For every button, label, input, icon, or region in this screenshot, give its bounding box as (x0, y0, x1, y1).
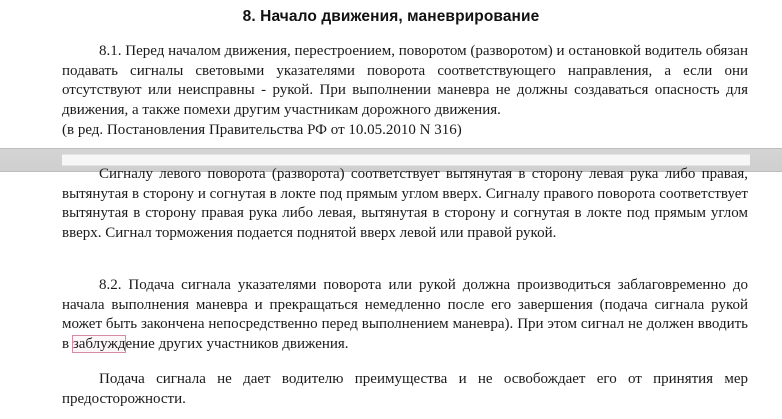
paragraph-8-2 (62, 276, 748, 354)
paragraph-no-priority: Подача сигнала не дает водителю преимущества и не освобождает его от принятия мер предосторожности. (62, 371, 748, 407)
paragraph-8-1: 8.1. Перед началом движения, перестроением, поворотом (разворотом) и остановкой водитель обязан подавать сигналы световыми указателями поворота соответствующего направления, а если они отсутствуют или неисправны - рукой. При выполнении маневра не должны создаваться опасность для движения, а также помехи другим участникам дорожного движения. (62, 43, 748, 118)
search-highlight[interactable]: заблужд (72, 335, 126, 352)
paragraph-8-2-text-before: 8.2. Подача сигнала указателями поворота или рукой должна производиться заблаговременно до начала выполнения маневра и прекращаться немедленно после его завершения (подача сигнала рукой может быть закончена непосредственно перед выполнением маневра). При этом сигнал не должен вводить в (62, 277, 748, 352)
paragraph-turn-signals: Сигналу левого поворота (разворота) соответствует вытянутая в сторону левая рука либо правая, вытянутая в сторону и согнутая в локте под прямым углом вверх. Сигналу правого поворота соответствует вытянутая в сторону правая рука либо левая, вытянутая в сторону и согнутая в локте под прямым углом вверх. Сигнал торможения подается поднятой вверх левой или правой рукой. (62, 166, 748, 241)
paragraph-8-2-text-after: ение других участников движения. (125, 335, 349, 352)
section-heading: 8. Начало движения, маневрирование (242, 8, 540, 25)
edition-note: (в ред. Постановления Правительства РФ от 10.05.2010 N 316) (62, 122, 462, 138)
